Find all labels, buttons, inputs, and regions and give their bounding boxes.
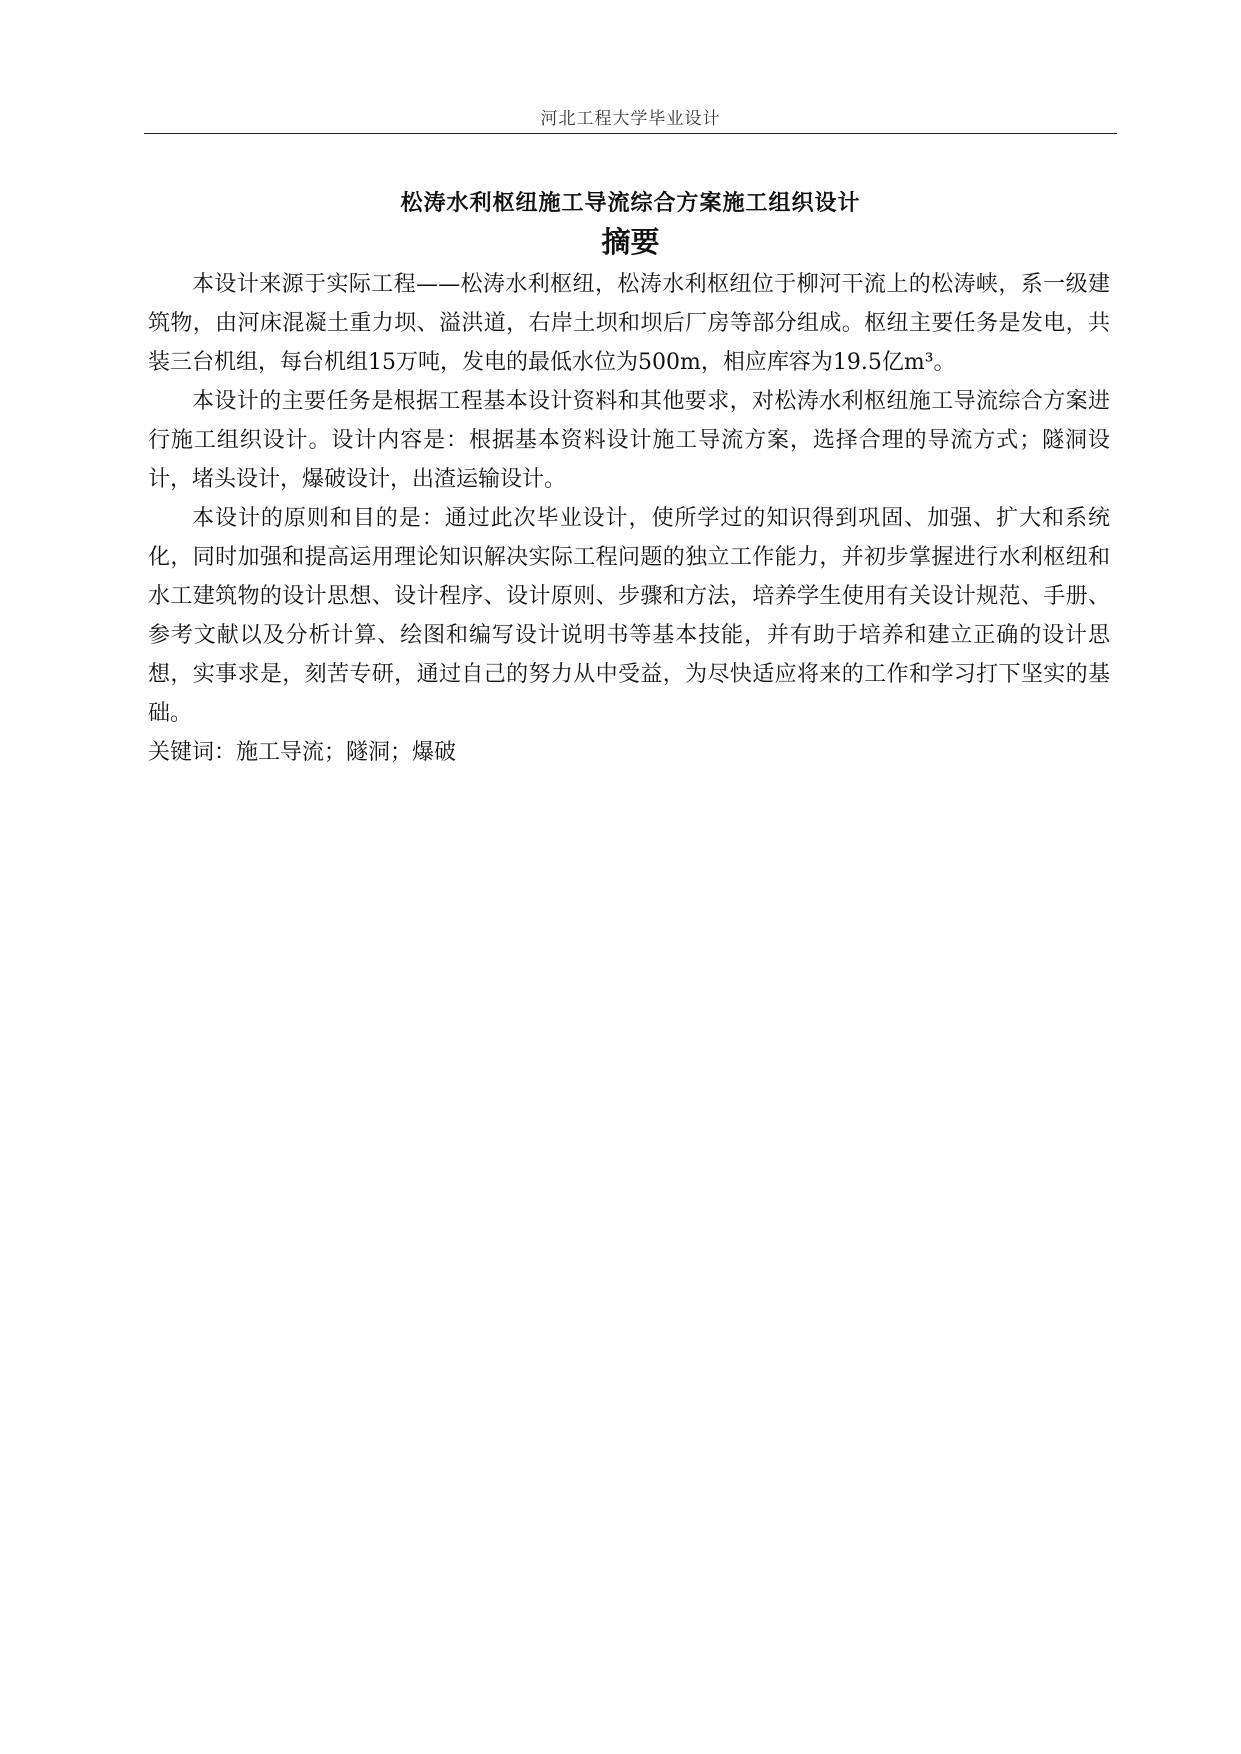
abstract-body <box>148 265 1110 772</box>
keywords-line: 关键词：施工导流；隧洞；爆破 <box>148 740 457 765</box>
document-title: 松涛水利枢纽施工导流综合方案施工组织设计 <box>400 191 861 216</box>
abstract-paragraph: 本设计来源于实际工程——松涛水利枢纽，松涛水利枢纽位于柳河干流上的松涛峡，系一级建筑物，由河床混凝土重力坝、溢洪道，右岸土坝和坝后厂房等部分组成。枢纽主要任务是发电，共装三台机组，每台机组15万吨，发电的最低水位为500m，相应库容为19.5亿m³。 <box>148 272 1110 375</box>
header-rule <box>144 133 1117 134</box>
running-header: 河北工程大学毕业设计 <box>540 109 721 129</box>
abstract-paragraph: 本设计的主要任务是根据工程基本设计资料和其他要求，对松涛水利枢纽施工导流综合方案进行施工组织设计。设计内容是：根据基本资料设计施工导流方案，选择合理的导流方式；隧洞设计，堵头设计，爆破设计，出渣运输设计。 <box>148 389 1110 492</box>
abstract-paragraph: 本设计的原则和目的是：通过此次毕业设计，使所学过的知识得到巩固、加强、扩大和系统化，同时加强和提高运用理论知识解决实际工程问题的独立工作能力，并初步掌握进行水利枢纽和水工建筑物的设计思想、设计程序、设计原则、步骤和方法，培养学生使用有关设计规范、手册、参考文献以及分析计算、绘图和编写设计说明书等基本技能，并有助于培养和建立正确的设计思想，实事求是，刻苦专研，通过自己的努力从中受益，为尽快适应将来的工作和学习打下坚实的基础。 <box>148 506 1110 726</box>
abstract-heading: 摘要 <box>601 225 660 259</box>
